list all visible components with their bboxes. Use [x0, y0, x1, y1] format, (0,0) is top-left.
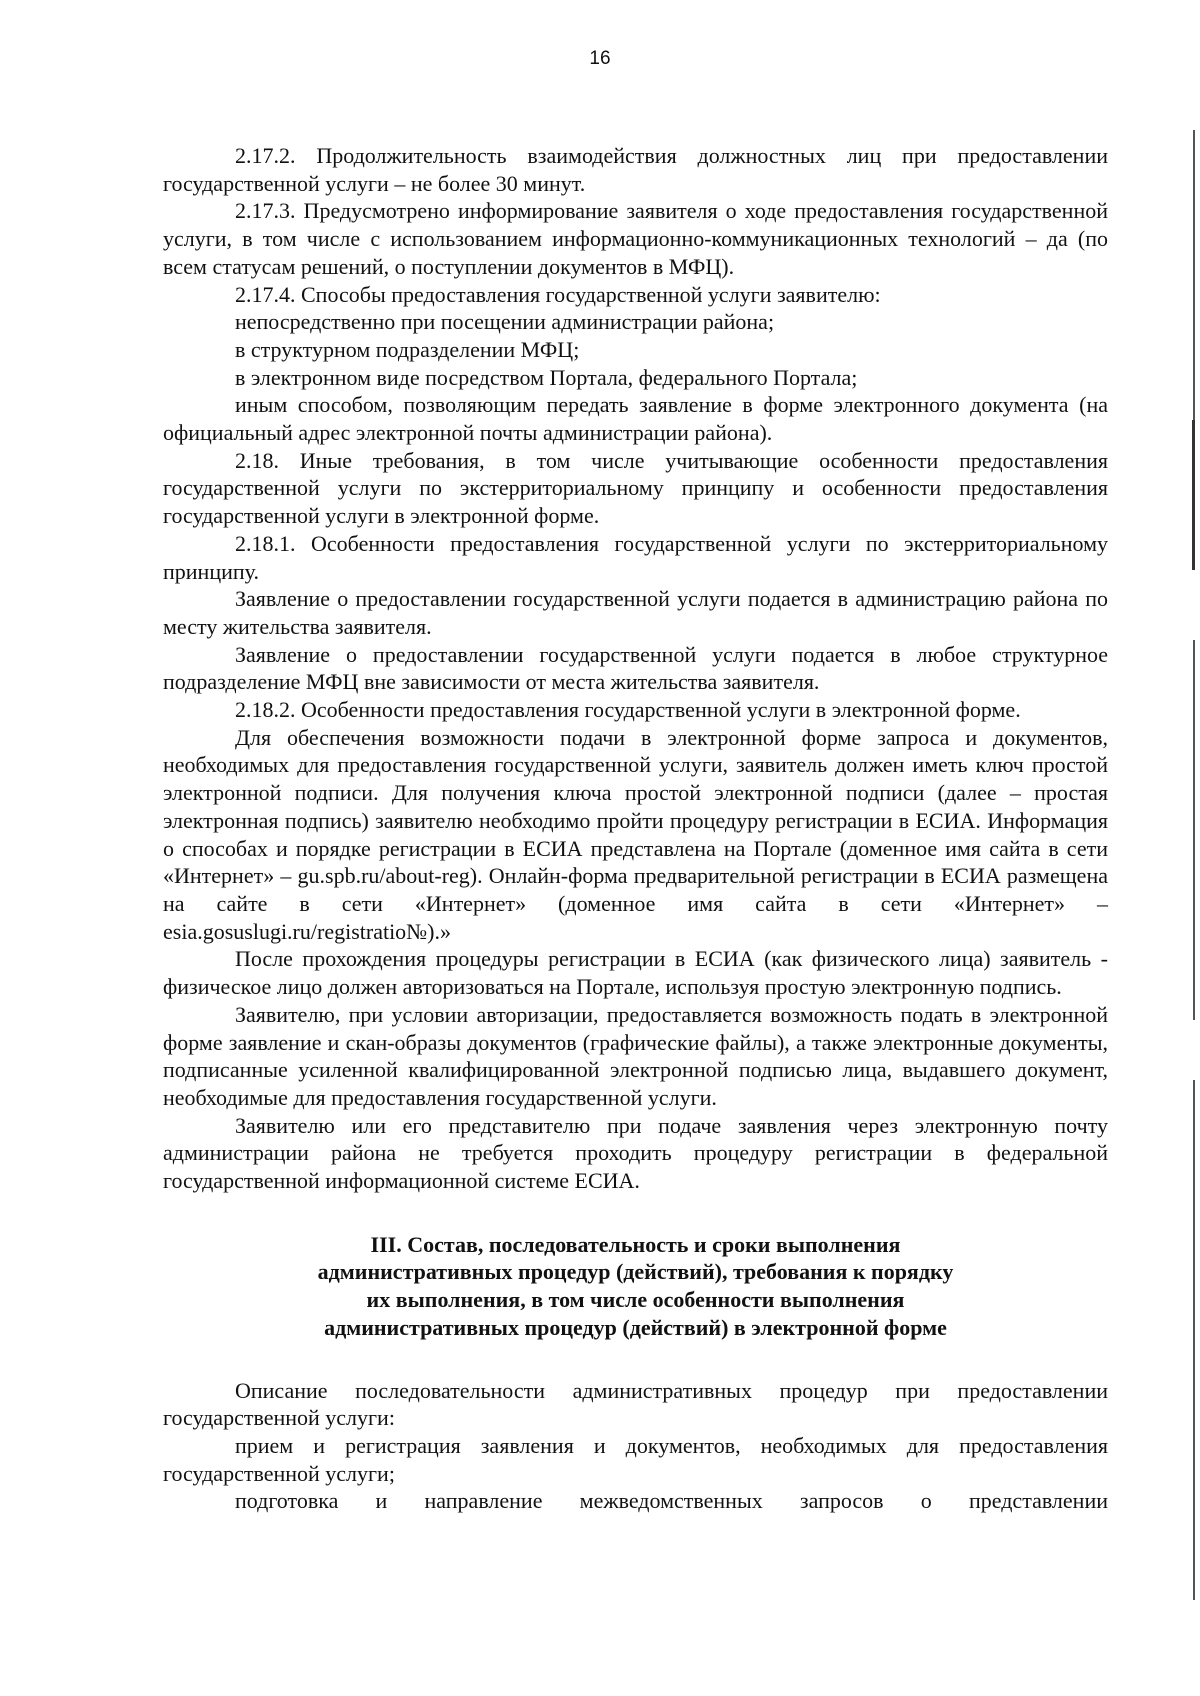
paragraph-2-17-2: 2.17.2. Продолжительность взаимодействия должностных лиц при предоставлении государственной услуги – не более 30 минут.: [163, 143, 1108, 196]
paragraph: Заявителю, при условии авторизации, предоставляется возможность подать в электронной форме заявление и скан-образы документов (графические файлы), а также электронные документы, подписанные усиленной квалифицированной электронной подписью лица, выдавшего документ, необходимые для предоставления государственной услуги.: [163, 1001, 1108, 1110]
list-item: в электронном виде посредством Портала, федерального Портала;: [235, 364, 858, 390]
paragraph-2-18-1: 2.18.1. Особенности предоставления государственной услуги по экстерриториальному принципу.: [163, 530, 1108, 584]
document-body: [163, 142, 1108, 1515]
paragraph-2-17-4: 2.17.4. Способы предоставления государственной услуги заявителю:: [235, 281, 881, 307]
list-item: в структурном подразделении МФЦ;: [235, 336, 580, 362]
section-heading-line: их выполнения, в том числе особенности выполнения: [366, 1287, 905, 1313]
list-item: иным способом, позволяющим передать заявление в форме электронного документа (на официальный адрес электронной почты администрации района).: [163, 392, 1108, 446]
paragraph: Заявление о предоставлении государственной услуги подается в любое структурное подразделение МФЦ вне зависимости от места жительства заявителя.: [163, 641, 1108, 695]
section-heading: [163, 1231, 1108, 1342]
paragraph: Для обеспечения возможности подачи в электронной форме запроса и документов, необходимых для предоставления государственной услуги, заявитель должен иметь ключ простой электронной подписи. Для получения ключа простой электронной подписи (далее – простая электронная подпись) заявителю необходимо пройти процедуру регистрации в ЕСИА. Информация о способах и порядке регистрации в ЕСИА представлена на Портале (доменное имя сайта в сети «Интернет» – gu.spb.ru/about-reg). Онлайн-форма предварительной регистрации в ЕСИА размещена на сайте в сети «Интернет» (доменное имя сайта в сети «Интернет» – esia.gosuslugi.ru/registratio№).»: [163, 724, 1108, 944]
section-heading-line: административных процедур (действий) в электронной форме: [324, 1314, 947, 1340]
paragraph: Заявителю или его представителю при подаче заявления через электронную почту администрации района не требуется проходить процедуру регистрации в федеральной государственной информационной системе ЕСИА.: [163, 1112, 1108, 1194]
list-item: непосредственно при посещении администрации района;: [235, 309, 775, 335]
scan-edge-mark: [1193, 1080, 1195, 1600]
scan-edge-mark: [1192, 420, 1195, 570]
section-heading-line: III. Состав, последовательность и сроки выполнения: [370, 1231, 901, 1257]
scan-edge-mark: [1193, 130, 1195, 450]
scan-edge-mark: [1193, 640, 1195, 1020]
paragraph: После прохождения процедуры регистрации в ЕСИА (как физического лица) заявитель - физическое лицо должен авторизоваться на Портале, используя простую электронную подпись.: [163, 946, 1108, 1000]
paragraph-2-17-3: 2.17.3. Предусмотрено информирование заявителя о ходе предоставления государственной услуги, в том числе с использованием информационно-коммуникационных технологий – да (по всем статусам решений, о поступлении документов в МФЦ).: [163, 198, 1108, 279]
page-number: 16: [589, 48, 611, 69]
paragraph-2-18-2: 2.18.2. Особенности предоставления государственной услуги в электронной форме.: [235, 697, 1021, 723]
section-heading-line: административных процедур (действий), требования к порядку: [317, 1259, 954, 1285]
paragraph: Описание последовательности административных процедур при предоставлении государственной услуги:: [163, 1377, 1108, 1431]
paragraph: Заявление о предоставлении государственной услуги подается в администрацию района по месту жительства заявителя.: [163, 586, 1108, 639]
paragraph-2-18: 2.18. Иные требования, в том числе учитывающие особенности предоставления государственной услуги по экстерриториальному принципу и особенности предоставления государственной услуги в электронной форме.: [163, 447, 1108, 529]
list-item: прием и регистрация заявления и документов, необходимых для предоставления государственной услуги;: [163, 1432, 1108, 1486]
list-item: подготовка и направление межведомственных запросов о представлении: [235, 1488, 1108, 1514]
